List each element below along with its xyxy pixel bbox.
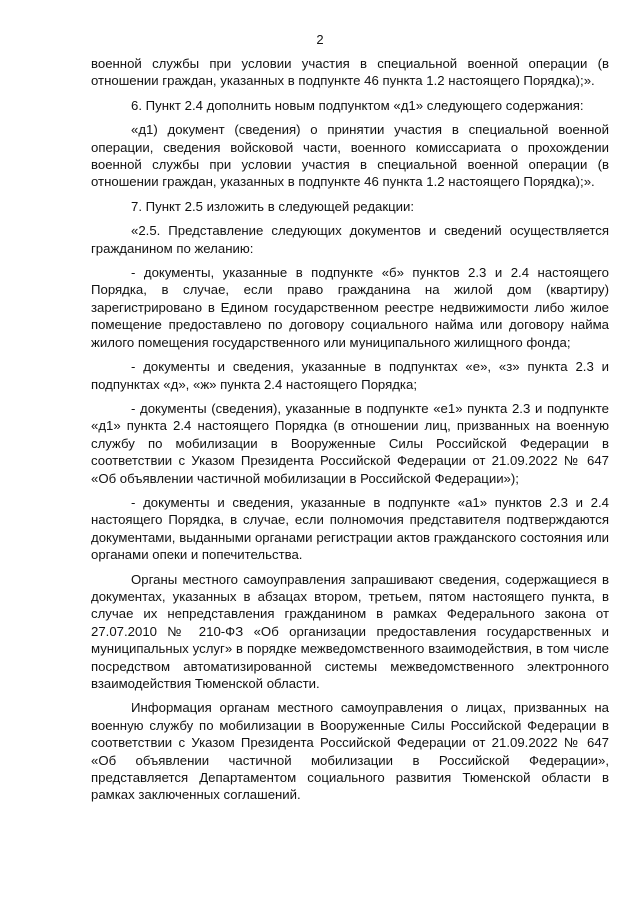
paragraph-item-6: 6. Пункт 2.4 дополнить новым подпунктом «д1» следующего содержания:	[131, 97, 584, 113]
paragraph-local-authorities: Органы местного самоуправления запрашивают сведения, содержащиеся в документах, указанных в абзацах втором, третьем, пятом настоящего пункта, в случае их непредставления гражданином в рамках Федерального закона от 27.07.2010 № 210-ФЗ «Об организации предоставления государственных и муниципальных услуг» в порядке межведомственного взаимодействия, в том числе посредством автоматизированной системы межведомственного электронного взаимодействия Тюменской области.	[91, 571, 609, 691]
paragraph-item-7: 7. Пункт 2.5 изложить в следующей редакции:	[131, 198, 415, 214]
paragraph-section-2-5: «2.5. Представление следующих документов и сведений осуществляется гражданином по желанию:	[91, 223, 609, 256]
paragraph-bullet-3: - документы (сведения), указанные в подпункте «е1» пункта 2.3 и подпункте «д1» пункта 2.4 настоящего Порядка (в отношении лиц, призванных на военную службу по мобилизации в Вооруженные Силы Российской Федерации в соответствии с Указом Президента Российской Федерации от 21.09.2022 № 647 «Об объявлении частичной мобилизации в Российской Федерации»);	[91, 400, 609, 486]
paragraph-bullet-1: - документы, указанные в подпункте «б» пунктов 2.3 и 2.4 настоящего Порядка, в случае, если право гражданина на жилой дом (квартиру) зарегистрировано в Едином государственном реестре недвижимости либо жилое помещение предоставлено по договору социального найма или договору найма жилого помещения государственного или муниципального жилищного фонда;	[91, 265, 609, 350]
page-number: 2	[316, 32, 324, 47]
paragraph-bullet-4: - документы и сведения, указанные в подпункте «а1» пунктов 2.3 и 2.4 настоящего Порядка, в случае, если полномочия представителя подтверждаются документами, выданными органами регистрации актов гражданского состояния или органами опеки и попечительства.	[91, 494, 609, 563]
paragraph-continuation: военной службы при условии участия в специальной военной операции (в отношении граждан, указанных в подпункте 46 пункта 1.2 настоящего Порядка);».	[91, 56, 609, 89]
paragraph-bullet-2: - документы и сведения, указанные в подпунктах «е», «з» пункта 2.3 и подпунктах «д», «ж» пункта 2.4 настоящего Порядка;	[91, 359, 609, 392]
document-body	[91, 55, 609, 811]
paragraph-information: Информация органам местного самоуправления о лицах, призванных на военную службу по мобилизации в Вооруженные Силы Российской Федерации в соответствии с Указом Президента Российской Федерации от 21.09.2022 № 647 «Об объявлении частичной мобилизации в Российской Федерации», представляется Департаментом социального развития Тюменской области в рамках заключенных соглашений.	[91, 700, 609, 803]
paragraph-subitem-d1: «д1) документ (сведения) о принятии участия в специальной военной операции, сведения войсковой части, военного комиссариата о прохождении военной службы при условии участия в специальной военной операции (в отношении граждан, указанных в подпункте 46 пункта 1.2 настоящего Порядка);».	[91, 122, 609, 190]
